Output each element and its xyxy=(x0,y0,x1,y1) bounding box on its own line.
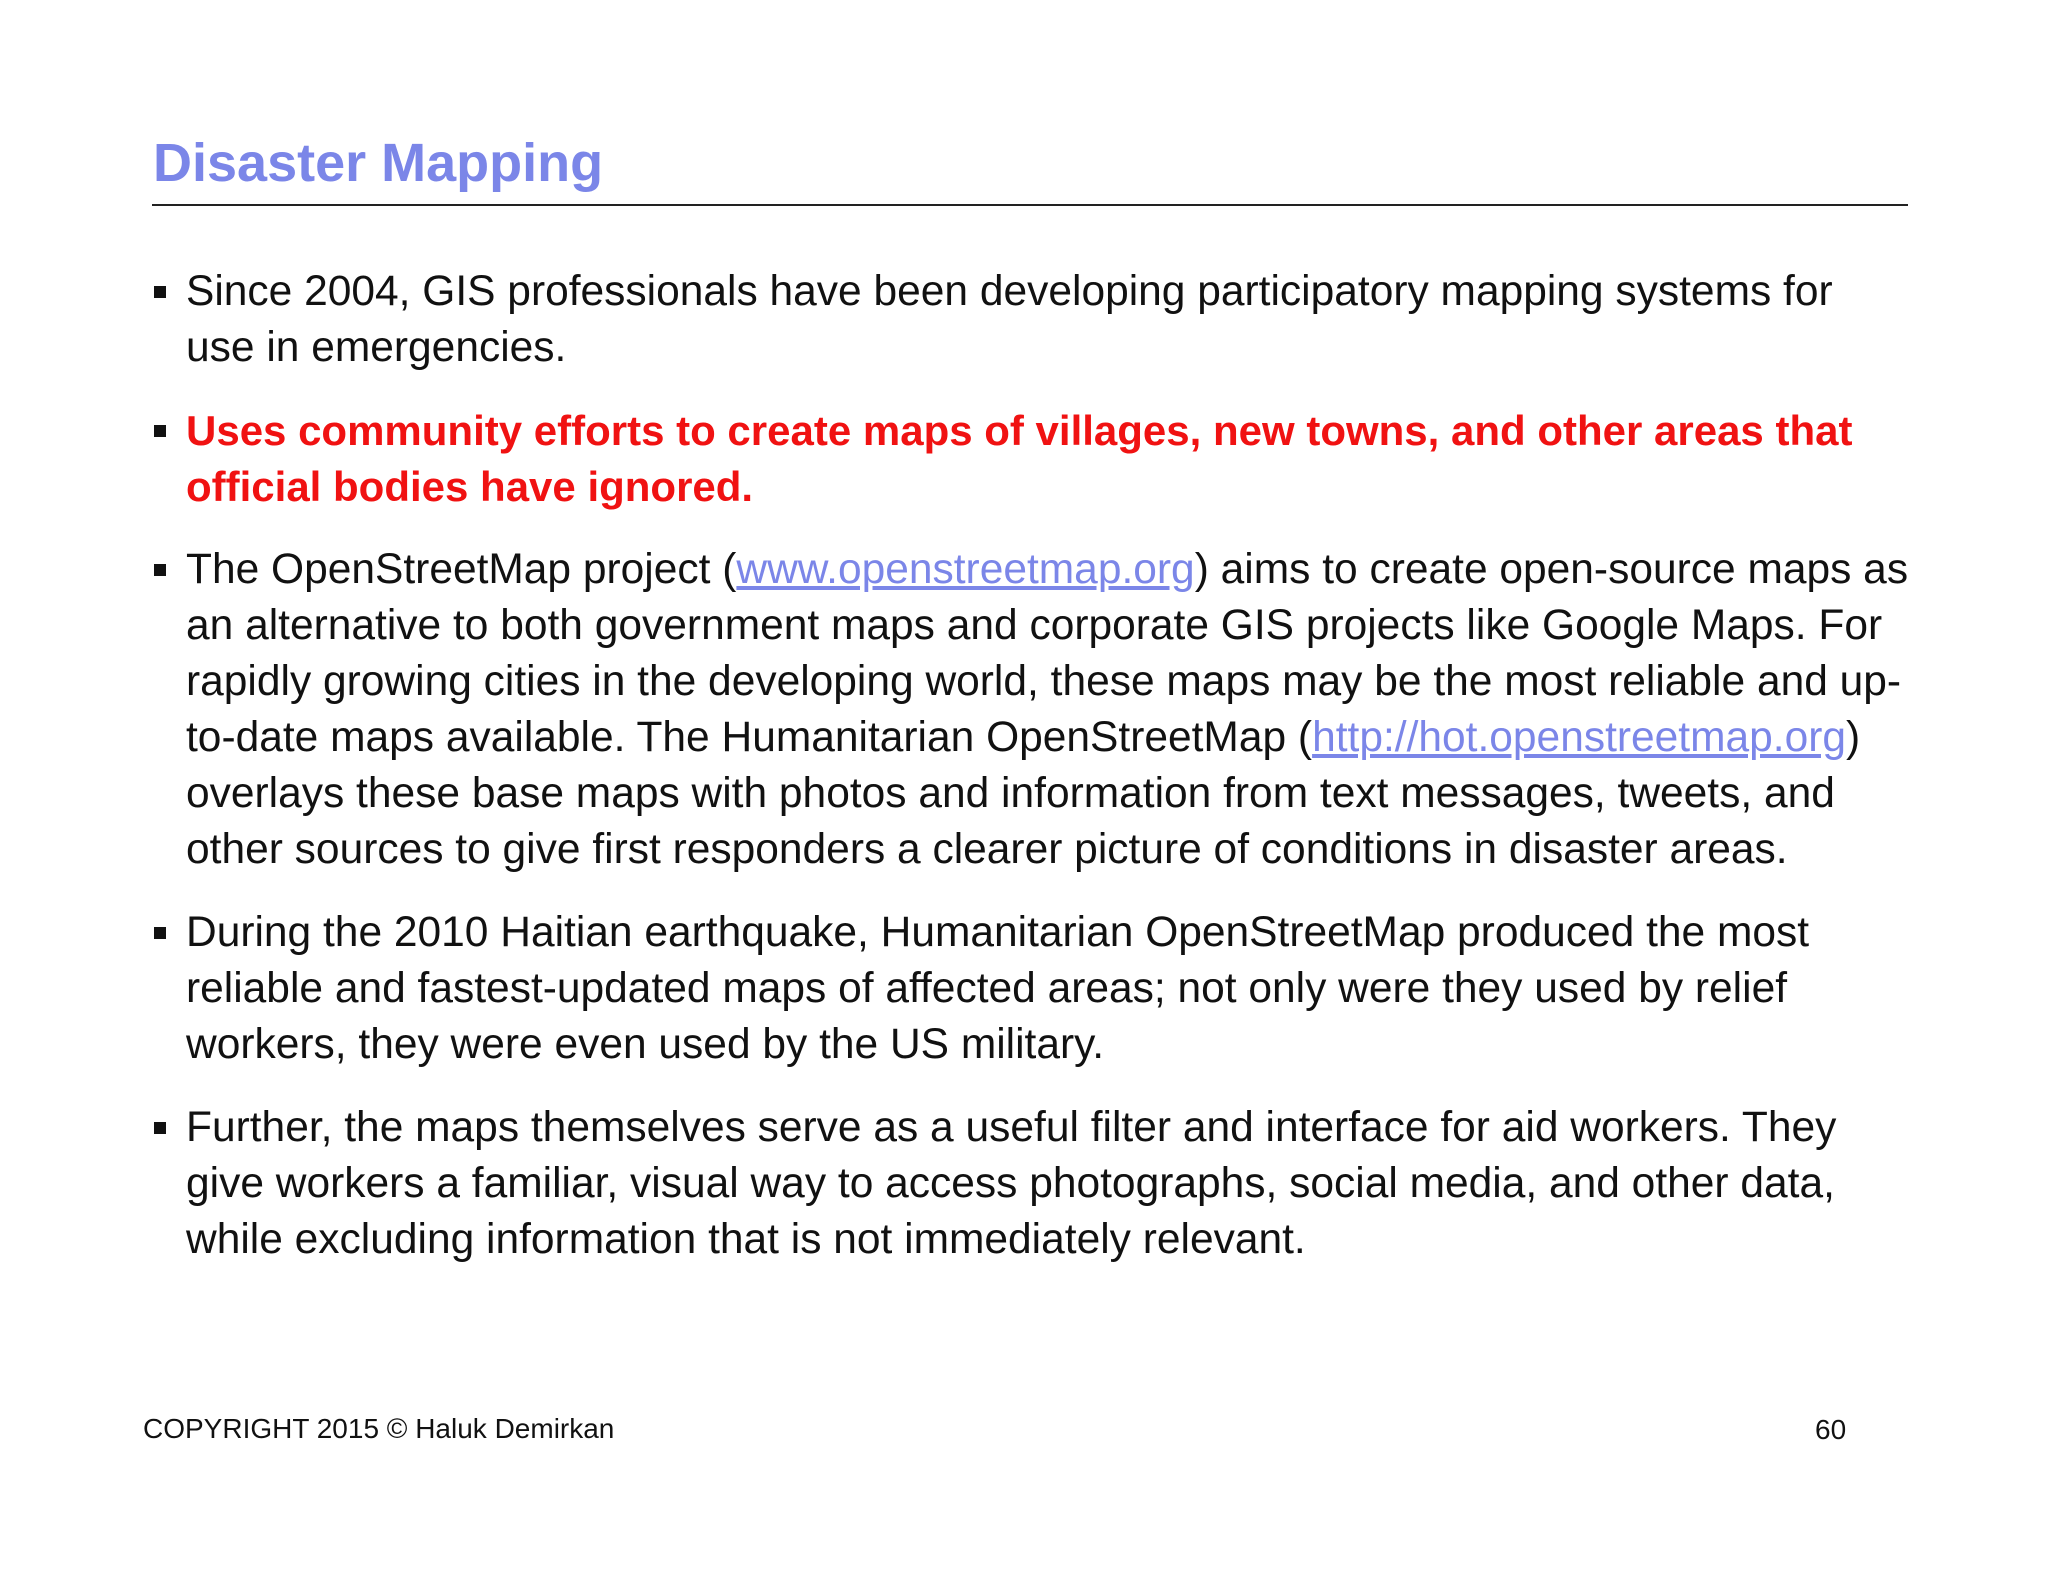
page-number: 60 xyxy=(1815,1414,1847,1445)
square-bullet-icon xyxy=(154,425,166,437)
slide-title: Disaster Mapping xyxy=(153,133,604,193)
bullet-item xyxy=(150,1100,1910,1268)
bullet-text: Further, the maps themselves serve as a useful filter and interface for aid workers. They give workers a familiar, visual way to access photographs, social media, and other data, while excluding information that is not immediately relevant. xyxy=(186,1104,1837,1263)
square-bullet-icon xyxy=(154,927,166,939)
bullet-text: During the 2010 Haitian earthquake, Humanitarian OpenStreetMap produced the most reliable and fastest-updated maps of affected areas; not only were they used by relief workers, they were even used by the US military. xyxy=(186,909,1810,1068)
bullet-item xyxy=(150,264,1910,376)
bullet-text: ) overlays these base maps with photos and information from text messages, tweets, and other sources to give first responders a clearer picture of conditions in disaster areas. xyxy=(186,714,1861,873)
bullet-text: ) aims to create open-source maps as an alternative to both government maps and corporate GIS projects like Google Maps. For rapidly growing cities in the developing world, these maps may be the most reliable and up-to-date maps available. The Humanitarian OpenStreetMap ( xyxy=(186,546,1909,761)
square-bullet-icon xyxy=(154,564,166,576)
bullet-item xyxy=(150,542,1910,878)
bullet-text: The OpenStreetMap project ( xyxy=(186,546,737,593)
bullet-text: Uses community efforts to create maps of villages, new towns, and other areas that official bodies have ignored. xyxy=(186,407,1853,510)
bullet-text: Since 2004, GIS professionals have been developing participatory mapping systems for use in emergencies. xyxy=(186,268,1833,371)
bullet-list xyxy=(150,264,1910,1295)
hot-openstreetmap-link[interactable]: http://hot.openstreetmap.org xyxy=(1312,714,1847,761)
bullet-item-emphasis xyxy=(150,403,1910,515)
bullet-item xyxy=(150,905,1910,1073)
footer-copyright: COPYRIGHT 2015 © Haluk Demirkan xyxy=(143,1413,615,1444)
square-bullet-icon xyxy=(154,286,166,298)
openstreetmap-link[interactable]: www.openstreetmap.org xyxy=(736,546,1195,593)
title-divider xyxy=(152,204,1908,206)
square-bullet-icon xyxy=(154,1122,166,1134)
